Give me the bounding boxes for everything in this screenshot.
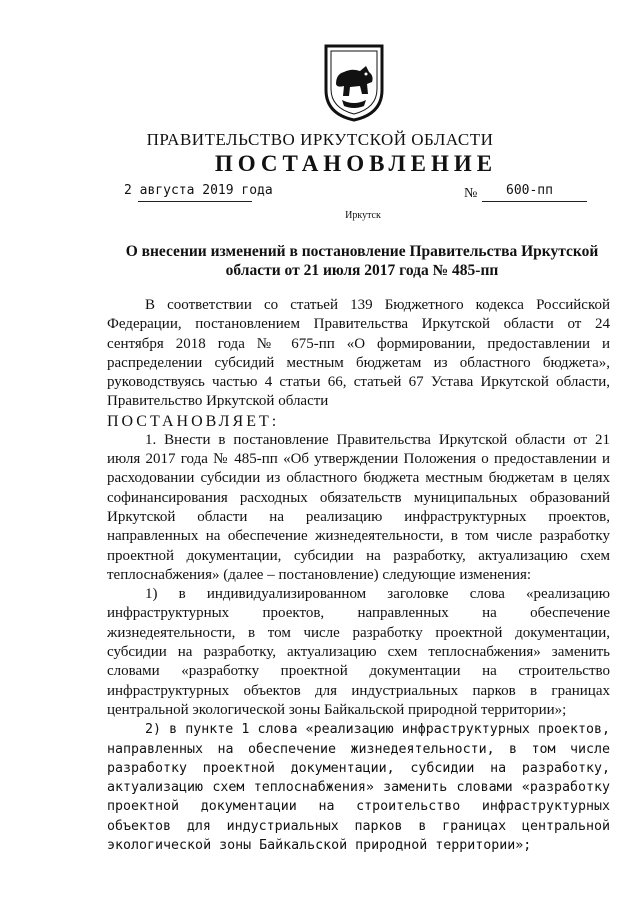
city-name: Иркутск — [345, 210, 381, 221]
date-underline — [138, 201, 252, 202]
item-1-1-paragraph: 1) в индивидуализированном заголовке слова «реализацию инфраструктурных проектов, направленных на обеспечение жизнедеятельности, в том числе разработку проектной документации, субсидии на разработку, актуализацию схем теплоснабжения» заменить словами «разработку проектной документации на строительство инфраструктурных объектов для индустриальных парков в границах центральной экологической зоны Байкальской природной территории»; — [107, 586, 610, 718]
document-type-title: ПОСТАНОВЛЕНИЕ — [214, 151, 498, 176]
government-name: ПРАВИТЕЛЬСТВО ИРКУТСКОЙ ОБЛАСТИ — [146, 130, 494, 149]
irkutsk-coat-of-arms-emblem — [322, 44, 386, 122]
number-sign: № — [464, 186, 478, 201]
item-1-paragraph: 1. Внести в постановление Правительства Иркутской области от 21 июля 2017 года № 485-пп «Об утверждении Положения о предоставлении и расходовании субсидии из областного бюджета местным бюджетам в целях софинансирования расходных обязательств муниципальных образований Иркутской области на реализацию инфраструктурных проектов, направленных на обеспечение жизнедеятельности, в том числе разработку проектной документации, субсидии на разработку, актуализацию схем теплоснабжения» (далее – постановление) следующие изменения: — [107, 431, 610, 583]
item-1-2-paragraph: 2) в пункте 1 слова «реализацию инфраструктурных проектов, направленных на обеспечение жизнедеятельности, в том числе разработку проектной документации, субсидии на разработку, актуализацию схем теплоснабжения» заменить словами «разработку проектной документации на строительство инфраструктурных объектов для индустриальных парков в границах центральной экологической зоны Байкальской природной территории»; — [107, 722, 610, 854]
document-date: 2 августа 2019 года — [124, 183, 273, 198]
document-body — [107, 296, 610, 855]
preamble-paragraph: В соответствии со статьей 139 Бюджетного кодекса Российской Федерации, постановлением Правительства Иркутской области от 24 сентября 2018 года № 675-пп «О формировании, предоставлении и распределении субсидий местным бюджетам из областного бюджета», руководствуясь частью 4 статьи 66, статьей 67 Устава Иркутской области, Правительство Иркутской области — [107, 297, 610, 410]
resolves-label: ПОСТАНОВЛЯЕТ: — [107, 412, 280, 430]
document-heading: О внесении изменений в постановление Правительства Иркутской области от 21 июля 2017 года № 485-пп — [125, 243, 599, 279]
number-underline — [482, 201, 587, 202]
document-number: 600-пп — [506, 183, 553, 198]
